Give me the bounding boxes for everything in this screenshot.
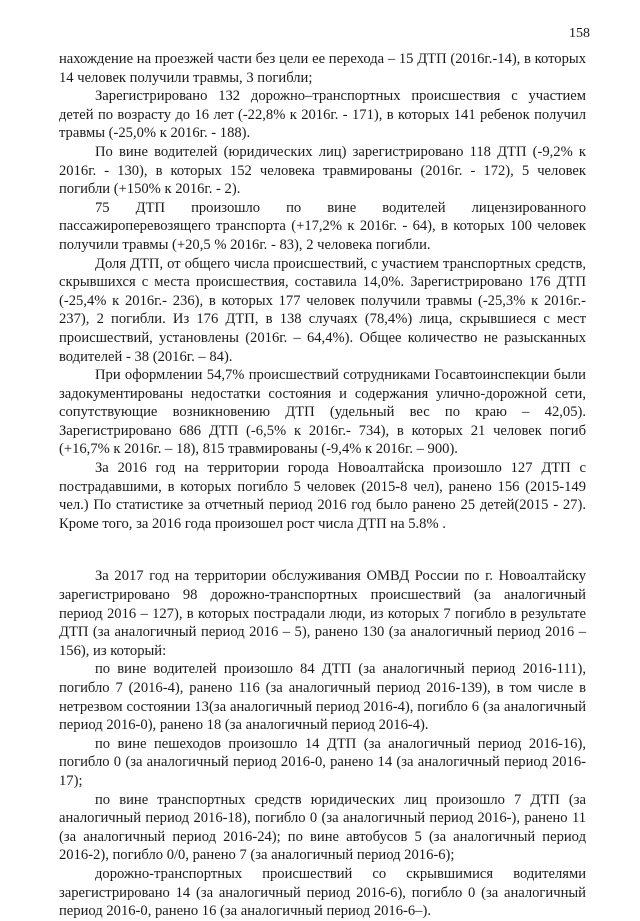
paragraph: по вине транспортных средств юридических лиц произошло 7 ДТП (за аналогичный период 2016-18), погибло 0 (за аналогичный период 2016-), ранено 11 (за аналогичный период 2016-24); по вине автобусов 5 (за аналогичный период 2016-2), погибло 0/0, ранено 7 (за аналогичный период 2016-6);	[59, 791, 586, 864]
paragraph: по вине водителей произошло 84 ДТП (за аналогичный период 2016-111), погибло 7 (2016-4), ранено 116 (за аналогичный период 2016-139), в том числе в нетрезвом состоянии 13(за аналогичный период 2016-4), погибло 6 (за аналогичный период 2016-0), ранено 18 (за аналогичный период 2016-4).	[59, 661, 586, 734]
paragraph: За 2016 год на территории города Новоалтайска произошло 127 ДТП с пострадавшими, в которых погибло 5 человек (2015-8 чел), ранено 156 (2015-149 чел.) По статистике за отчетный период 2016 год было ранено 25 детей(2015 - 27). Кроме того, за 2016 года произошел рост числа ДТП на 5.8% .	[59, 460, 586, 532]
page-number: 158	[569, 26, 590, 41]
paragraph: нахождение на проезжей части без цели ее перехода – 15 ДТП (2016г.-14), в которых 14 человек получили травмы, 3 погибли;	[59, 51, 586, 86]
paragraph: Зарегистрировано 132 дорожно–транспортных происшествия с участием детей по возрасту до 16 лет (-22,8% к 2016г. - 171), в которых 141 ребенок получил травмы (-25,0% к 2016г. - 188).	[59, 88, 586, 142]
paragraph: 75 ДТП произошло по вине водителей лицензированного пассажироперевозящего транспорта (+17,2% к 2016г. - 64), в которых 100 человек получили травмы (+20,5 % 2016г. - 83), 2 человека погибли.	[59, 199, 586, 253]
paragraph: При оформлении 54,7% происшествий сотрудниками Госавтоинспекции были задокументированы недостатки состояния и содержания улично-дорожной сети, сопутствующие возникновению ДТП (удельный вес по краю – 42,05). Зарегистрировано 686 ДТП (-6,5% к 2016г.- 734), в которых 21 человек погиб (+16,7% к 2016г. – 18), 815 травмированы (-9,4% к 2016г. – 900).	[59, 367, 586, 458]
document-body	[59, 50, 586, 921]
paragraph: По вине водителей (юридических лиц) зарегистрировано 118 ДТП (-9,2% к 2016г. - 130), в которых 152 человека травмированы (2016г. - 172), 5 человек погибли (+150% к 2016г. - 2).	[59, 143, 586, 198]
paragraph: по вине пешеходов произошло 14 ДТП (за аналогичный период 2016-16), погибло 0 (за аналогичный период 2016-0, ранено 14 (за аналогичный период 2016- 17);	[59, 735, 586, 789]
paragraph: Доля ДТП, от общего числа происшествий, с участием транспортных средств, скрывшихся с места происшествия, составила 14,0%. Зарегистрировано 176 ДТП (-25,4% к 2016г.- 236), в которых 177 человек получили травмы (-25,3% к 2016г.- 237), 2 погибли. Из 176 ДТП, в 138 случаях (78,4%) лица, скрывшиеся с мест происшествий, установлены (2016г. – 64,4%). Общее количество не разысканных водителей - 38 (2016г. – 84).	[59, 255, 586, 365]
paragraph: дорожно-транспортных происшествий со скрывшимися водителями зарегистрировано 14 (за аналогичный период 2016-6), погибло 0 (за аналогичный период 2016-0, ранено 16 (за аналогичный период 2016-6–).	[59, 865, 586, 920]
section-divider	[59, 533, 586, 567]
paragraph: За 2017 год на территории обслуживания ОМВД России по г. Новоалтайску зарегистрировано 98 дорожно-транспортных происшествий (за аналогичный период 2016 – 127), в которых пострадали люди, из которых 7 погибло в результате ДТП (за аналогичный период 2016 – 5), ранено 130 (за аналогичный период 2016 – 156), из который:	[59, 568, 586, 659]
